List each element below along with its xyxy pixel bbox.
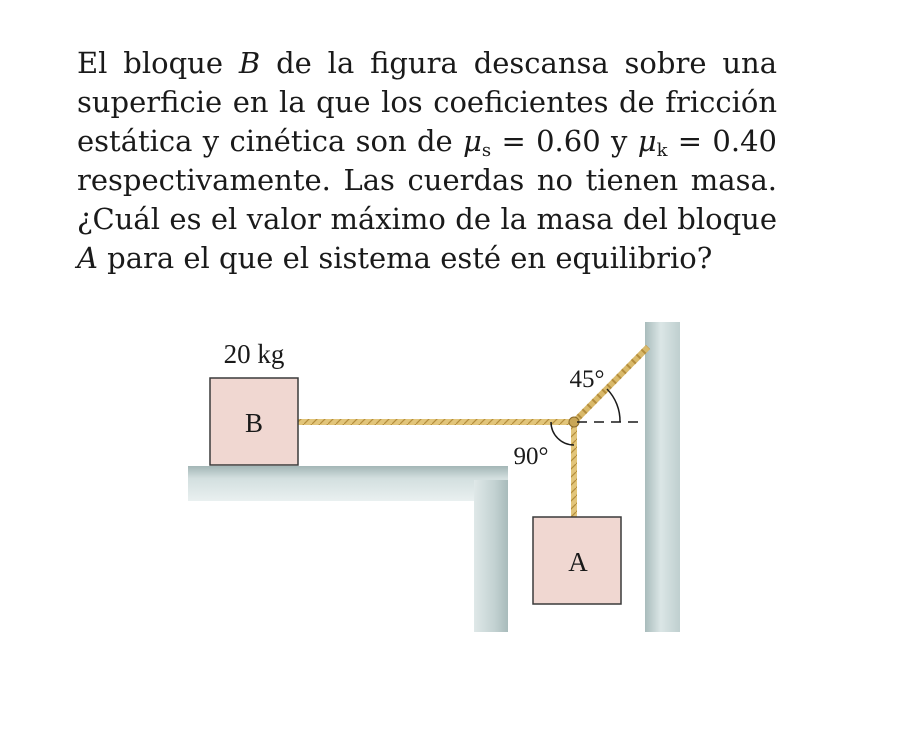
variable-b: B <box>238 46 261 80</box>
wall <box>645 322 680 632</box>
angle-90-label: 90° <box>513 443 549 470</box>
block-a-label: A <box>568 547 588 577</box>
mass-label: 20 kg <box>223 339 285 369</box>
angle-45-label: 45° <box>569 366 605 393</box>
rope-horizontal <box>298 419 574 425</box>
block-b-label: B <box>244 408 264 438</box>
table-surface <box>188 466 508 501</box>
angle-45-arc <box>607 389 620 422</box>
mu-subscript-s: s <box>481 140 492 161</box>
mu-symbol-s: μ <box>463 124 482 158</box>
text-part-1: El bloque <box>77 46 239 80</box>
mu-subscript-k: k <box>656 140 668 161</box>
text-part-4: = 0.40 respectivamente. Las cuerdas no tienen masa. ¿Cuál es el valor máximo de la masa del bloque <box>77 124 778 236</box>
text-part-2: de la figura descansa sobre una superficie en la que los coeficientes de fricción estática y cinética son de <box>77 46 777 158</box>
rope-vertical <box>571 422 577 517</box>
text-part-5: para el que el sistema esté en equilibrio? <box>97 241 713 275</box>
mu-symbol-k: μ <box>637 124 657 158</box>
table-leg <box>474 480 508 632</box>
text-part-3: = 0.60 y <box>491 124 638 158</box>
variable-a: A <box>77 241 98 275</box>
